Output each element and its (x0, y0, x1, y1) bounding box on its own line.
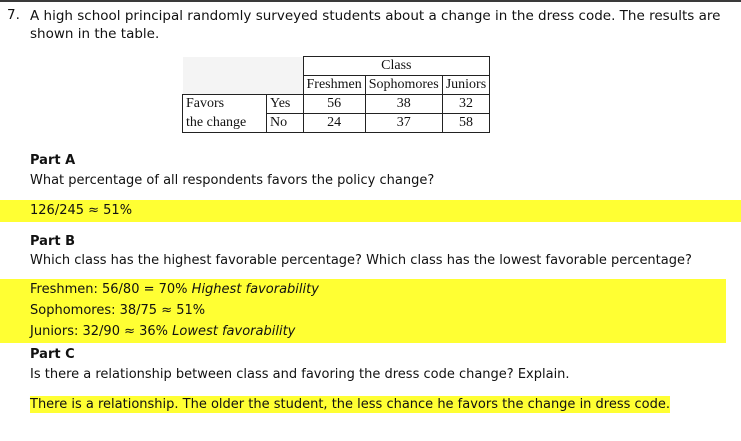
table-row-columns (183, 76, 490, 95)
part-a-label: Part A (30, 153, 76, 168)
table-corner-blank (183, 76, 267, 95)
table-row (183, 95, 490, 114)
table-cell: 38 (365, 95, 442, 114)
table-corner-blank (183, 57, 267, 76)
part-b-answer-juniors (30, 324, 295, 339)
table-class-header: Class (303, 57, 490, 76)
table-cell: 32 (442, 95, 489, 114)
table-row-label: Yes (267, 95, 304, 114)
table-col-header: Sophomores (365, 76, 442, 95)
part-b-question: Which class has the highest favorable percentage? Which class has the lowest favorable percentage? (30, 253, 692, 268)
answer-text: Freshmen: 56/80 = 70% (30, 282, 192, 297)
answer-note: Lowest favorability (172, 324, 296, 339)
part-c-question: Is there a relationship between class and favoring the dress code change? Explain. (30, 367, 570, 382)
part-a-answer-highlight (0, 200, 741, 222)
part-c-label: Part C (30, 347, 75, 362)
table-cell: 56 (303, 95, 365, 114)
table-col-header: Juniors (442, 76, 489, 95)
table-cell: 58 (442, 114, 489, 133)
survey-table-wrapper (182, 56, 490, 133)
question-number: 7. (7, 7, 20, 23)
part-c-answer: There is a relationship. The older the student, the less chance he favors the change in dress code. (30, 397, 671, 412)
table-cell: 37 (365, 114, 442, 133)
table-row (183, 114, 490, 133)
part-b-answer-highlight (0, 279, 726, 343)
survey-table (182, 56, 490, 133)
table-corner-blank (267, 57, 304, 76)
part-b-answer-freshmen (30, 282, 319, 297)
table-row-group-label: Favors (183, 95, 267, 114)
answer-text: Sophomores: 38/75 ≈ 51% (30, 303, 206, 318)
table-row-label: No (267, 114, 304, 133)
top-rule (0, 0, 741, 2)
table-col-header: Freshmen (303, 76, 365, 95)
table-row-class-header (183, 57, 490, 76)
table-cell: 24 (303, 114, 365, 133)
table-row-group-label: the change (183, 114, 267, 133)
part-a-answer: 126/245 ≈ 51% (30, 203, 133, 218)
answer-note: Highest favorability (191, 282, 319, 297)
part-b-answer-sophomores (30, 303, 205, 318)
part-a-question: What percentage of all respondents favors the policy change? (30, 173, 435, 188)
answer-text: Juniors: 32/90 ≈ 36% (30, 324, 173, 339)
question-text: A high school principal randomly surveyed students about a change in the dress code. The results are shown in the table. (30, 8, 721, 42)
table-corner-blank (267, 76, 304, 95)
part-b-label: Part B (30, 234, 76, 249)
